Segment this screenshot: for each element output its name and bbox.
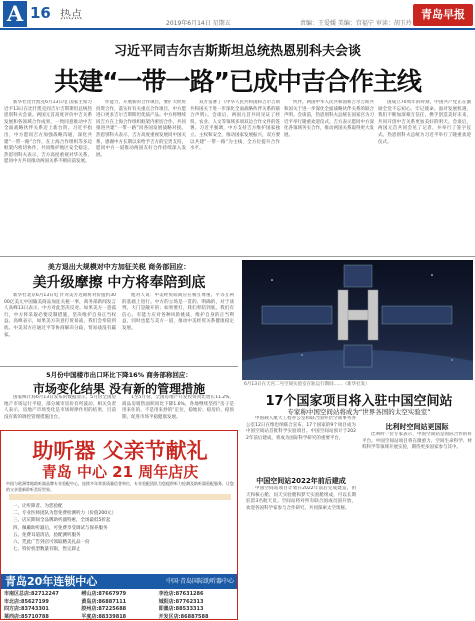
- lead-col-4-text: 伙伴。两国中华人民共和国和吉尔吉斯共和国关于进一步深化全面战略伙伴关系的联合声明。会谈前，热恩别科夫总统在国家宫为习近平举行隆重欢迎仪式。吉方表示愿同中方深化各领域务实合作，推动两国关系取得更大发展。: [284, 100, 374, 140]
- ad-subtitle: 青岛 中心 21 周年店庆: [3, 461, 237, 482]
- ad-offer-item: 一、让听障者、为您验配: [13, 503, 233, 510]
- lead-kicker: 习近平同吉尔吉斯斯坦总统热恩别科夫会谈: [0, 40, 475, 59]
- ad-chain-subtitle: 中国·青岛国际助听器中心: [166, 574, 234, 589]
- ad-offer-item: 二、专业医师团队为您免费检测听力（价值200元）: [13, 510, 233, 517]
- satellite-subhead-1: 中国空间站2022年前后建成: [246, 476, 356, 486]
- space-station-illustration: [242, 260, 473, 380]
- ad-store: 即墨店:88533313: [159, 606, 236, 614]
- date-line: 2019年6月14日 星期五: [166, 18, 231, 27]
- page-header: [0, 0, 475, 30]
- ad-chain-banner: [1, 574, 237, 589]
- ad-store: 市北店:85627199: [4, 599, 81, 607]
- satellite-subtitle: 专家称中国空间站将成为“世界各国的太空实验室”: [245, 407, 473, 416]
- ad-offer-item: 四、佩戴助听器后，可免费享受调试与保养服务: [13, 525, 233, 532]
- ad-offer-item: 六、凭此广告到店可领取精美礼品一份: [13, 539, 233, 546]
- lead-col-3: [190, 100, 280, 252]
- divider: [0, 366, 238, 367]
- story2-headline: 美升级摩擦 中方将奉陪到底: [0, 272, 238, 292]
- lead-headline: 共建“一带一路”已成中吉合作主线: [0, 62, 475, 98]
- space-station-photo: [242, 260, 473, 380]
- satellite-col-1-body-2: [246, 486, 356, 618]
- satellite-col-2-body: [362, 432, 472, 618]
- story3-kicker: 5月份中国楼市出口环比下降16% 商务部称回应：: [0, 370, 238, 379]
- story3-headline: 市场变化结果 没有新的管理措施: [0, 380, 238, 397]
- editor-credits: 责编：王爱媛 美编：宫福宁 审读：胡玉玲: [300, 18, 412, 27]
- hearing-aid-advertisement: [0, 430, 238, 620]
- lead-col-5: [378, 100, 471, 252]
- ad-intro: 中国与欧洲等地助听器品牌专业验配中心，连续多年荣获质量信誉单位，专业验配团队为您提供听力检测及助听器验配服务，让您的父亲重新聆听美好世界。: [6, 481, 234, 492]
- paper-logo: 青岛早报: [413, 4, 473, 26]
- ad-store: 开发区店:86887588: [159, 614, 236, 621]
- satellite-subhead-2: 比利时空间站更国际: [362, 422, 472, 432]
- ad-store: 崂山店:87667979: [81, 591, 158, 599]
- story2-kicker: 美方退出大规模对中方加征关税 商务部回应：: [0, 262, 238, 272]
- ad-offer-item: 五、免费耳道清洁，验配测听服务: [13, 532, 233, 539]
- satellite-body-3-text: 比利时一位专家表示，中国空间站是国际合作的好平台。中国空间站项目将在微重力、空间生命科学、材料科学等领域开展实验，期待更多国家参与其中。: [362, 432, 472, 452]
- ad-store: 莱西店:85710788: [4, 614, 81, 621]
- ad-decorative-band: [9, 494, 231, 500]
- lead-col-2-text: 作能力，开展新的合作项目，要扩大经贸投资合作，落实好有关重点合作项目，中方愿进口更多吉尔吉斯斯坦优质产品。中方将继续同吉方在上海合作组织框架内密切合作，共同推进共建“一带一路”同各国发展战略对接。热恩别科夫表示，吉方高度重视发展同中国关系，感谢中方长期以来给予吉方的宝贵支持，愿同中方一道推动两国友好合作持续深入发展。: [96, 100, 186, 159]
- lead-col-5-text: 国成立70周年的时刻，中国共产党正在激励全党不忘初心、牢记使命。面对发展机遇，我们不断加深相互信任，携手创造美好未来，共同开创中吉关系更加美好的明天。会谈后，两国元首共同会见了记者，并举行了签字仪式。热恩别科夫总统为习近平举行了隆重欢迎仪式。: [378, 100, 471, 146]
- ad-offer-list: [13, 503, 233, 553]
- satellite-body-text: 中国载人航天工程办公室和联合国外层空间事务办公室12日在维也纳联合宣布，17个国家的9个项目成为中国空间站首批科学实验项目。中国空间站预计于2022年前后建成，将成为国际科学研究的重要平台。: [246, 416, 356, 442]
- ad-store: 黄岛店:86887111: [81, 599, 158, 607]
- lead-col-1-text: 新华社比什凯克6月13日电 国家主席习近平13日在比什凯克同吉尔吉斯斯坦总统热恩别科夫会谈。两国元首高度评价中吉关系发展和各领域合作成果，一致同意推动中吉全面战略伙伴关系迈上新台阶。习近平指出，中方愿同吉方加强战略沟通，深化共建“一带一路”合作，在上海合作组织等多边框架内密切协作，共同维护地区安全稳定。热恩别科夫表示，吉方高度重视对华关系，愿同中方共同推动两国关系不断向前发展。: [4, 100, 92, 166]
- divider: [0, 256, 475, 257]
- ad-store: 城阳店:87762313: [159, 599, 236, 607]
- satellite-col-1-body: [246, 416, 356, 476]
- section-name: 热点: [60, 6, 82, 22]
- page-number: 16: [30, 4, 51, 22]
- ad-offer-item: 七、特价机型数量有限，售完即止: [13, 546, 233, 553]
- ad-store: 市南区总店:82712247: [4, 591, 81, 599]
- ad-title: 助听器 父亲节献礼: [3, 435, 237, 465]
- page-letter: A: [3, 1, 27, 27]
- ad-offer-item: 三、店庆期间全品牌助听器特惠，全场最低5折起: [13, 517, 233, 524]
- photo-caption: 6月13日在天宫二号空间实验室在轨运行期间……（新华社发）: [244, 382, 472, 389]
- satellite-body-2-text: 中国空间站项目计划在2022年前后完成建造，由天和核心舱、问天实验舱和梦天实验舱组成，可以长期驻留3名航天员。空间站将对所有联合国成员国开放，欢迎各国科学家参与合作研究，共同探索太空奥秘。: [246, 486, 356, 512]
- lead-col-3-text: 双方签署了《中华人民共和国和吉尔吉斯共和国关于进一步深化全面战略伙伴关系的联合声明》。会谈后，两国元首共同见证了经贸、农业、人文等领域多项双边合作文件的签署。习近平强调，中方支持吉方维护国家独立、主权和安全，推动国家发展振兴，双方要以共建“一带一路”为主线，全方位提升合作水平。: [190, 100, 280, 153]
- ad-chain-title: 青岛20年连锁中心: [5, 575, 97, 588]
- story2-body-2-text: 他对人说：中美经贸磋商应在相互尊重、平等互利的基础上进行。中方的立场是一贯的、明确的，对于谈判，大门是敞开的；如果要打，我们奉陪到底。我们有信心、有能力应对各种风险挑战，维护自身的正当利益，同时也愿与美方一道，推动中美经贸关系健康稳定发展。: [122, 293, 234, 333]
- lead-col-1: [4, 100, 92, 252]
- ad-store: 胶州店:87225688: [81, 606, 158, 614]
- story3-body-2-text: 1至5月份，全国房地产开发投资同比增长11.2%，商品房销售面积同比下降1.6%，各地继续坚持“房子是用来住的、不是用来炒的”定位，稳地价、稳房价、稳预期，促进市场平稳健康发展。: [122, 395, 234, 421]
- story3-body-2: [122, 395, 234, 428]
- ad-store: 李沧店:87631286: [159, 591, 236, 599]
- satellite-headline: 17个国家项目将入驻中国空间站: [245, 390, 473, 409]
- story3-body-text: 国家统计局6月13日发布的数据显示，5月份全国房地产市场运行平稳，部分城市房价有所波动。相关负责人表示，房地产市场变化是市场规律作用的结果，目前没有新的调控管理措施出台。: [4, 395, 116, 421]
- ad-store: 平度店:88339818: [81, 614, 158, 621]
- ad-store-list: [4, 591, 236, 621]
- story2-body-2: [122, 293, 234, 363]
- story2-body-text: 新华社北京6月13日电 针对美方近期将对价值约3000亿美元中国输美商品加征关税一事，商务部新闻发言人高峰13日表示，中方对此坚决反对。如果美方一意孤行，中方将采取必要反制措施，坚决维护自身正当权益。高峰表示，如果美方决意打贸易战，我们会奉陪到底。中美双方应通过平等协商解决分歧，贸易战没有赢家。: [4, 293, 116, 339]
- story2-body: [4, 293, 116, 363]
- lead-col-4: [284, 100, 374, 252]
- ad-store: 四方店:83743301: [4, 606, 81, 614]
- story3-body: [4, 395, 116, 428]
- lead-col-2: [96, 100, 186, 252]
